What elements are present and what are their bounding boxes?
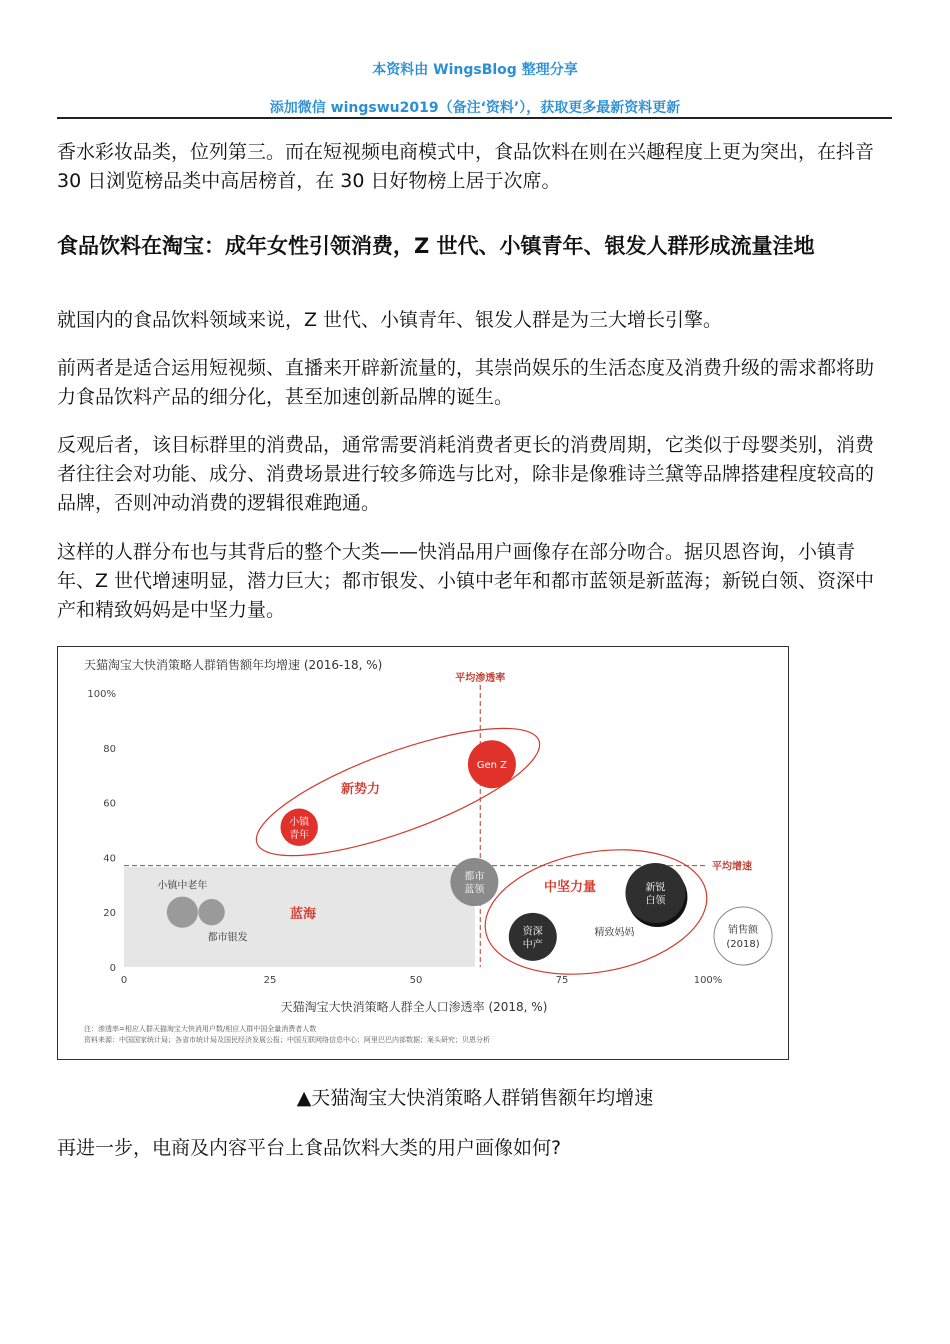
chart-caption: ▲天猫淘宝大快消策略人群销售额年均增速 <box>296 1087 654 1109</box>
bubble-label: 精致妈妈 <box>594 927 635 939</box>
y-tick-label: 40 <box>103 853 116 865</box>
section-heading: 食品饮料在淘宝：成年女性引领消费，Z 世代、小镇青年、银发人群形成流量洼地 <box>57 234 815 258</box>
y-tick-label: 100% <box>87 689 116 700</box>
legend-line-2: (2018) <box>726 939 760 950</box>
bubble-chart <box>58 647 788 1059</box>
paragraph-3: 反观后者，该目标群里的消费品，通常需要消耗消费者更长的消费周期，它类似于母婴类别，消费者往往会对功能、成分、消费场景进行较多筛选与比对，除非是像雅诗兰黛等品牌搭建程度较高的品牌，否则冲动消费的逻辑很难跑通。 <box>57 434 875 514</box>
paragraph-4: 这样的人群分布也与其背后的整个大类——快消品用户画像存在部分吻合。据贝恩咨询，小镇青年、Z 世代增速明显，潜力巨大；都市银发、小镇中老年和都市蓝领是新蓝海；新锐白领、资深中产和精致妈妈是中坚力量。 <box>57 541 875 621</box>
bubble-label: 都市银发 <box>207 932 248 944</box>
bubble-新锐白领 <box>625 863 687 927</box>
bubble-label: 新锐 <box>645 882 666 894</box>
x-tick-label: 25 <box>263 975 277 986</box>
bubble-label: 小镇中老年 <box>157 880 208 892</box>
bubble-label: 白领 <box>645 895 666 907</box>
y-tick-label: 0 <box>109 963 116 974</box>
bubble-label: 中产 <box>522 939 543 951</box>
bubble-都市蓝领 <box>450 858 498 906</box>
bubble-circle <box>167 897 198 928</box>
bubble-资深中产 <box>509 913 557 961</box>
avg-growth-label: 平均增速 <box>712 861 752 873</box>
bubble-label: 都市 <box>464 871 485 883</box>
paragraph-5: 再进一步，电商及内容平台上食品饮料大类的用户画像如何? <box>57 1137 562 1159</box>
group-label-blue-ocean: 蓝海 <box>290 907 317 922</box>
bubble-label: 资深 <box>522 926 543 938</box>
header-line-2: 添加微信 wingswu2019（备注‘资料’），获取更多最新资料更新 <box>269 100 681 116</box>
bubble-label: 青年 <box>289 829 310 841</box>
new-force-ellipse <box>243 703 552 881</box>
group-label-new-force: 新势力 <box>341 782 381 797</box>
bubble-circle <box>198 899 224 925</box>
bubble-label: Gen Z <box>476 760 508 772</box>
bubble-小镇青年 <box>280 809 317 846</box>
legend-circle <box>714 907 772 965</box>
y-tick-label: 20 <box>103 908 116 920</box>
x-axis-label: 天猫淘宝大快消策略人群全人口渗透率 (2018, %) <box>280 1000 548 1014</box>
bubble-精致妈妈 <box>595 925 635 938</box>
avg-penetration-label: 平均渗透率 <box>455 673 506 684</box>
header-line-1: 本资料由 WingsBlog 整理分享 <box>372 62 578 78</box>
x-tick-label: 50 <box>409 975 423 986</box>
chart-note-2: 资料来源：中国国家统计局；各省市统计局及国民经济发展公报；中国互联网络信息中心；阿里巴巴内部数据；案头研究；贝恩分析 <box>84 1036 490 1044</box>
bubble-label: 蓝领 <box>464 884 485 896</box>
chart-note-1: 注：渗透率=相应人群天猫淘宝大快消用户数/相应人群中国全量消费者人数 <box>84 1025 317 1033</box>
x-tick-label: 100% <box>693 975 723 986</box>
legend-line-1: 销售额 <box>728 925 758 936</box>
paragraph-intro: 香水彩妆品类，位列第三。而在短视频电商模式中，食品饮料在则在兴趣程度上更为突出，在抖音 30 日浏览榜品类中高居榜首，在 30 日好物榜上居于次席。 <box>57 141 875 192</box>
y-tick-label: 60 <box>103 798 116 810</box>
x-tick-label: 75 <box>555 975 569 986</box>
group-label-core-force: 中坚力量 <box>544 880 597 895</box>
paragraph-2: 前两者是适合运用短视频、直播来开辟新流量的，其崇尚娱乐的生活态度及消费升级的需求都将助力食品饮料产品的细分化，甚至加速创新品牌的诞生。 <box>57 357 875 408</box>
bubble-Gen Z <box>468 740 516 788</box>
chart-frame <box>57 646 789 1060</box>
x-tick-label: 0 <box>120 975 128 986</box>
header-divider <box>57 117 892 119</box>
bubble-label: 小镇 <box>289 816 310 828</box>
paragraph-1: 就国内的食品饮料领域来说，Z 世代、小镇青年、银发人群是为三大增长引擎。 <box>57 309 723 331</box>
y-tick-label: 80 <box>103 743 116 755</box>
chart-title: 天猫淘宝大快消策略人群销售额年均增速 (2016-18, %) <box>84 658 383 672</box>
